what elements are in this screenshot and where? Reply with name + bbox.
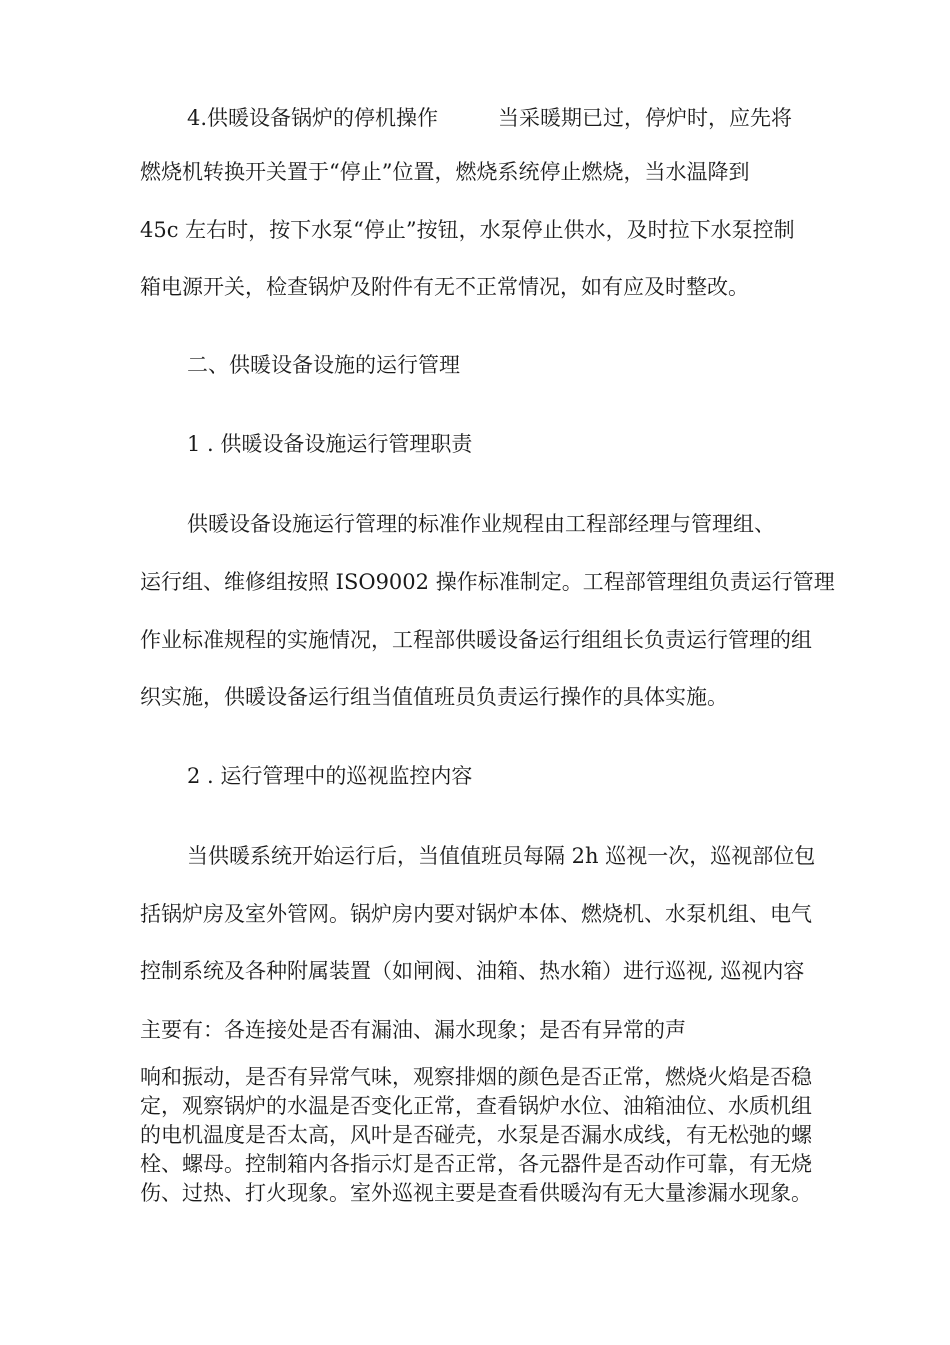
paragraph-line-dense: 的电机温度是否太高，风叶是否碰壳，水泵是否漏水成线，有无松弛的螺: [140, 1123, 812, 1147]
paragraph-line: 控制系统及各种附属装置（如闸阀、油箱、热水箱）进行巡视, 巡视内容: [140, 959, 805, 983]
paragraph-line: 供暖设备设施运行管理的标准作业规程由工程部经理与管理组、: [187, 512, 775, 536]
paragraph-line: 燃烧机转换开关置于“停止”位置，燃烧系统停止燃烧，当水温降到: [140, 160, 750, 184]
chapter-heading: 二、供暖设备设施的运行管理: [187, 353, 460, 377]
paragraph-line: 当供暖系统开始运行后，当值值班员每隔 2h 巡视一次，巡视部位包: [187, 844, 816, 868]
paragraph-line: 作业标准规程的实施情况，工程部供暖设备运行组组长负责运行管理的组: [140, 628, 812, 652]
paragraph-line: 括锅炉房及室外管网。锅炉房内要对锅炉本体、燃烧机、水泵机组、电气: [140, 902, 812, 926]
paragraph-line: 箱电源开关，检查锅炉及附件有无不正常情况，如有应及时整改。: [140, 275, 749, 299]
paragraph-line: 织实施，供暖设备运行组当值值班员负责运行操作的具体实施。: [140, 685, 728, 709]
section4-title: 4.供暖设备锅炉的停机操作: [187, 106, 439, 130]
paragraph-line-dense: 伤、过热、打火现象。室外巡视主要是查看供暖沟有无大量渗漏水现象。: [140, 1181, 812, 1205]
paragraph-line-dense: 定，观察锅炉的水温是否变化正常，查看锅炉水位、油箱油位、水质机组: [140, 1094, 812, 1118]
paragraph-line-dense: 栓、螺母。控制箱内各指示灯是否正常，各元器件是否动作可靠，有无烧: [140, 1152, 812, 1176]
section4-lead: 当采暖期已过，停炉时，应先将: [498, 106, 792, 130]
subsection1-heading: 1 . 供暖设备设施运行管理职责: [187, 432, 473, 456]
paragraph-line: 45c 左右时，按下水泵“停止”按钮，水泵停止供水，及时拉下水泵控制: [140, 218, 795, 242]
subsection2-heading: 2 . 运行管理中的巡视监控内容: [187, 764, 473, 788]
paragraph-line: 主要有：各连接处是否有漏油、漏水现象；是否有异常的声: [140, 1018, 686, 1042]
paragraph-line: 运行组、维修组按照 ISO9002 操作标准制定。工程部管理组负责运行管理: [140, 570, 835, 594]
paragraph-line-dense: 响和振动，是否有异常气味，观察排烟的颜色是否正常，燃烧火焰是否稳: [140, 1065, 812, 1089]
